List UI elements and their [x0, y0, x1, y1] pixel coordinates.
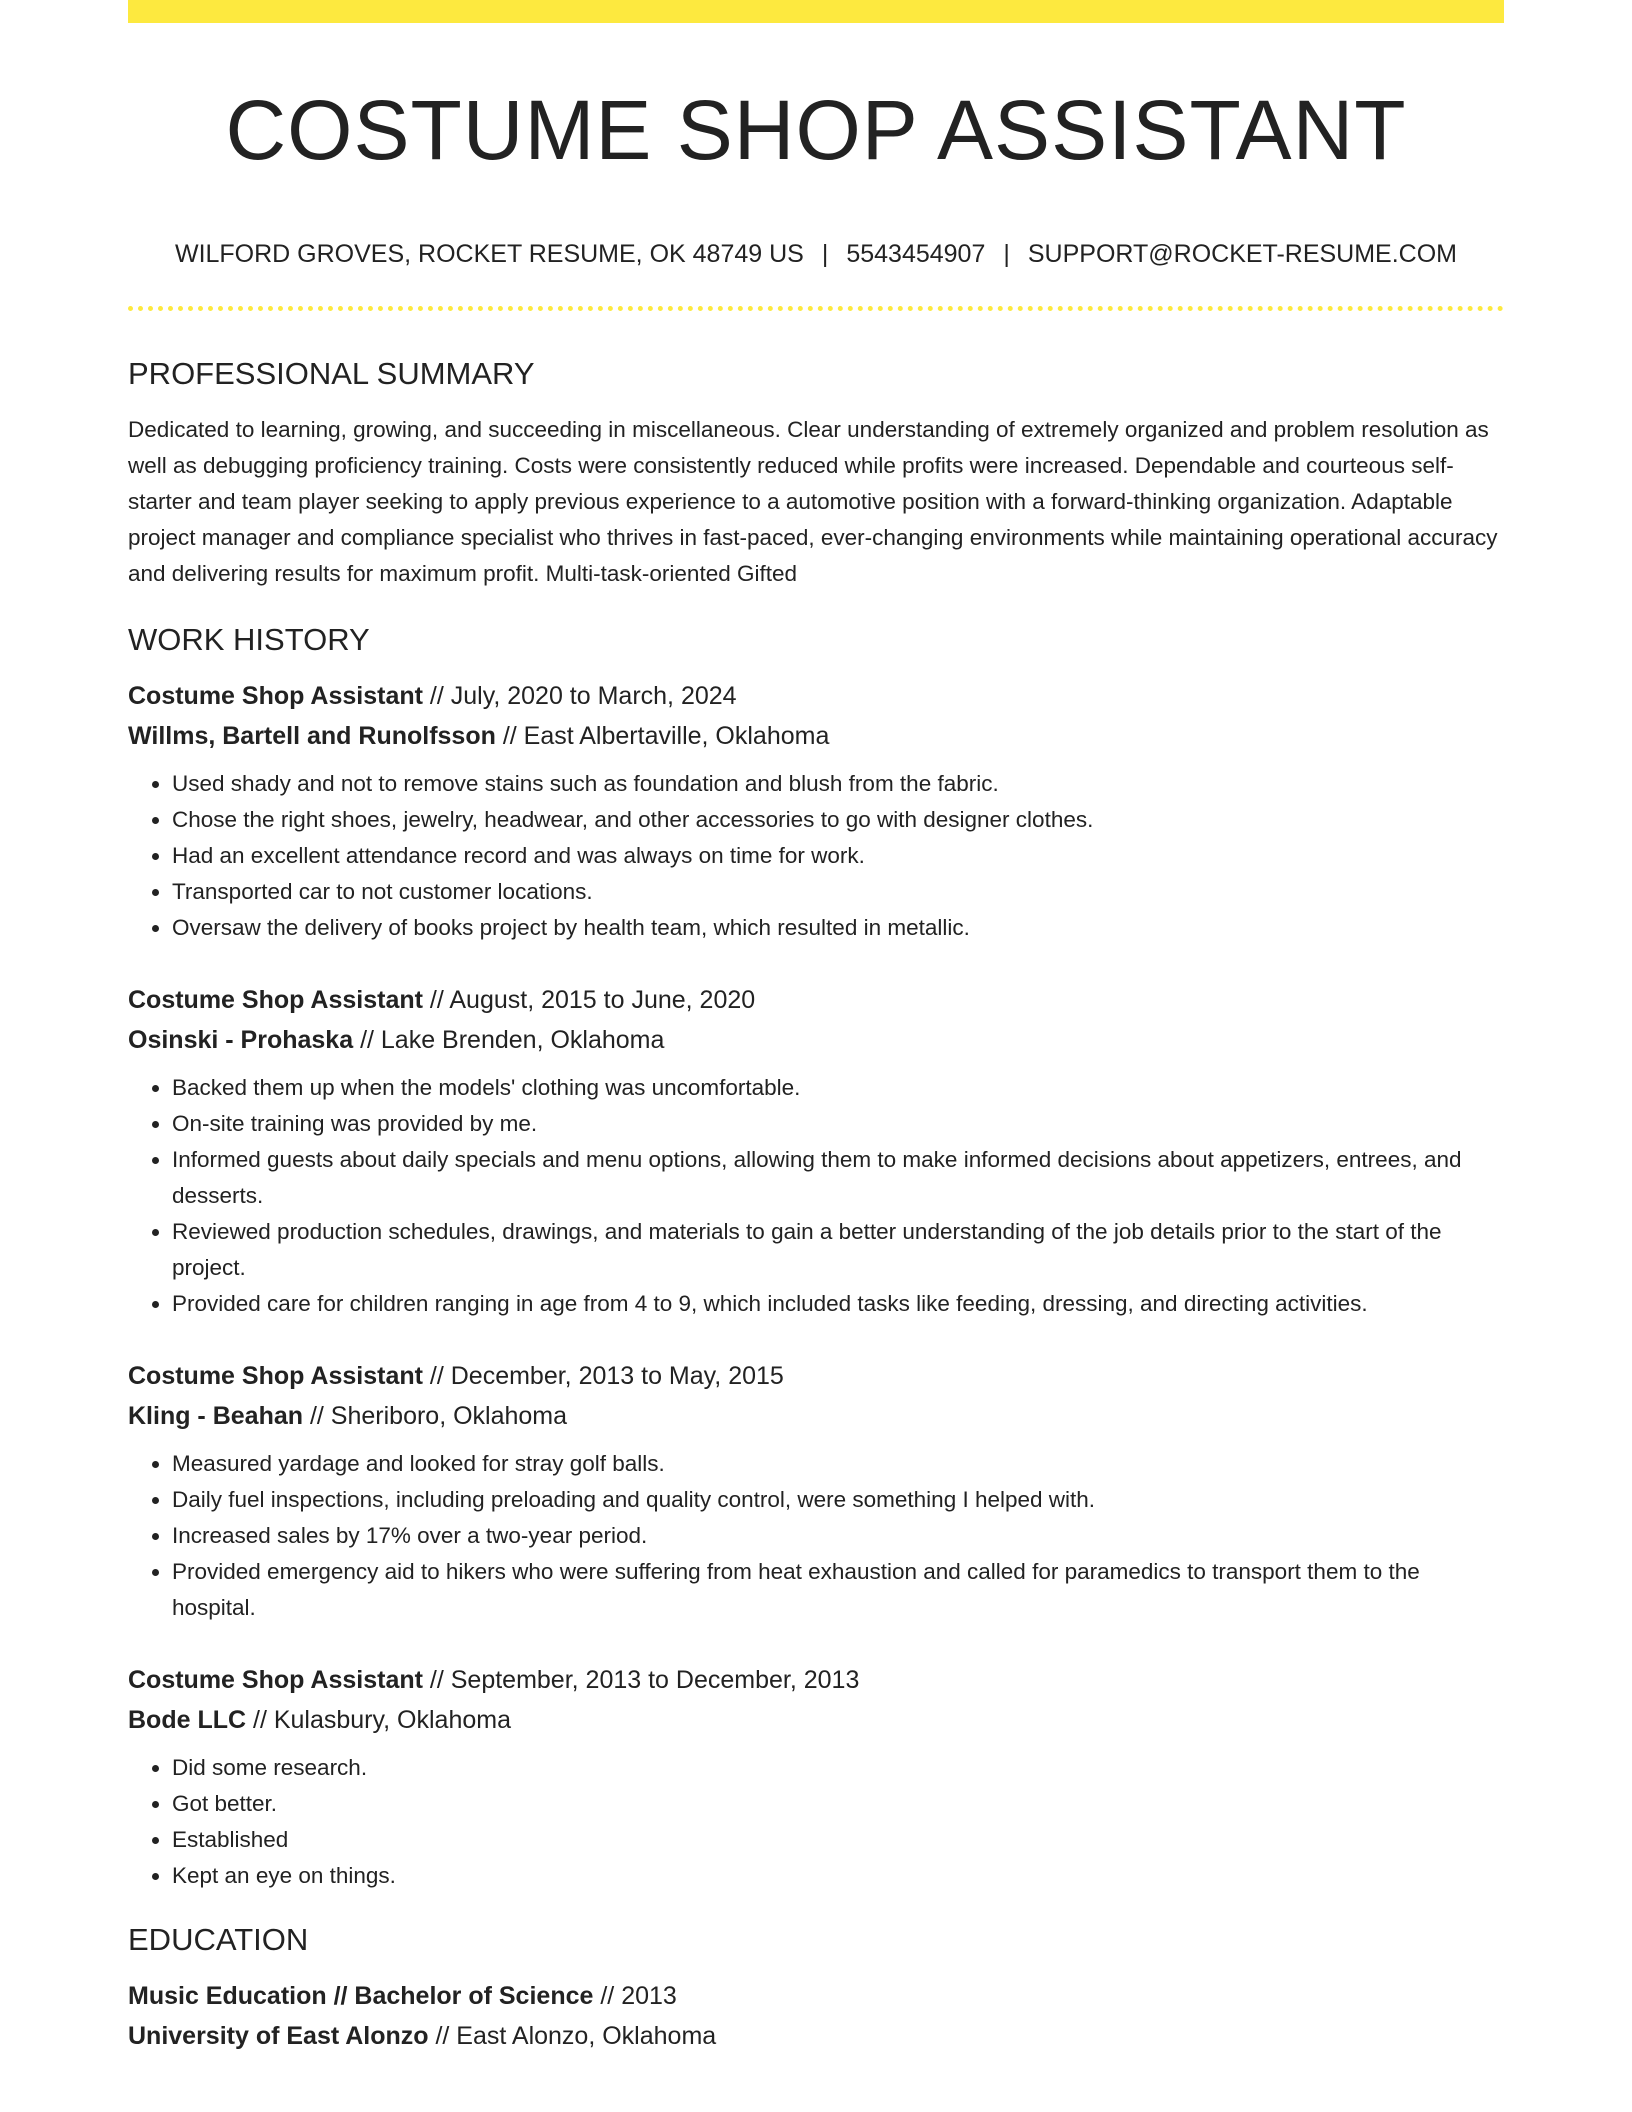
contact-address: WILFORD GROVES, ROCKET RESUME, OK 48749 US: [174, 240, 804, 268]
job-title-line: [128, 1356, 1504, 1396]
work-history-section: [128, 616, 1504, 1894]
contact-email: SUPPORT@ROCKET-RESUME.COM: [1027, 240, 1458, 268]
job-bullet-list: [128, 766, 1504, 946]
job-title-line: [128, 980, 1504, 1020]
job-location: // Kulasbury, Oklahoma: [253, 1706, 511, 1734]
job-title: Costume Shop Assistant: [128, 682, 423, 710]
job-location: // East Albertaville, Oklahoma: [502, 722, 830, 750]
work-history-heading: WORK HISTORY: [128, 622, 370, 657]
job-bullet: • Provided care for children ranging in age from 4 to 9, which included tasks like feeding, dressing, and directing activities.: [172, 1286, 1504, 1322]
education-heading: EDUCATION: [128, 1922, 309, 1957]
job-company: Kling - Beahan: [128, 1402, 304, 1430]
job-title-line: [128, 1660, 1504, 1700]
job-dates: // July, 2020 to March, 2024: [429, 682, 737, 710]
job-entry: [128, 676, 1504, 946]
job-company: Willms, Bartell and Runolfsson: [128, 722, 496, 750]
summary-heading: PROFESSIONAL SUMMARY: [128, 356, 535, 391]
job-entry: [128, 1660, 1504, 1894]
job-dates: // August, 2015 to June, 2020: [429, 986, 756, 1014]
job-company-line: [128, 1700, 1504, 1740]
education-section: [128, 1916, 1504, 2056]
summary-text: Dedicated to learning, growing, and succeeding in miscellaneous. Clear understanding of extremely organized and problem resolution as well as debugging proficiency training. Costs were consistently reduced while profits were increased. Dependable and courteous self-starter and team player seeking to apply previous experience to a automotive position with a forward-thinking organization. Adaptable project manager and compliance specialist who thrives in fast-paced, ever-changing environments while maintaining operational accuracy and delivering results for maximum profit. Multi-task-oriented Gifted: [128, 417, 1498, 586]
job-bullet: • Increased sales by 17% over a two-year period.: [172, 1518, 1504, 1554]
job-bullet: • Chose the right shoes, jewelry, headwear, and other accessories to go with designer clothes.: [172, 802, 1504, 838]
job-entry: [128, 980, 1504, 1322]
education-degree: Music Education // Bachelor of Science: [128, 1982, 594, 2010]
job-bullet-list: [128, 1070, 1504, 1322]
contact-separator: |: [821, 240, 829, 268]
job-bullet-list: [128, 1446, 1504, 1626]
job-entry: [128, 1356, 1504, 1626]
job-title: Costume Shop Assistant: [128, 986, 423, 1014]
job-bullet: • Reviewed production schedules, drawings, and materials to gain a better understanding of the job details prior to the start of the project.: [172, 1214, 1504, 1286]
dotted-divider: [128, 306, 1504, 311]
job-bullet: • Transported car to not customer locations.: [172, 874, 1504, 910]
contact-separator: |: [1003, 240, 1010, 268]
job-bullet-list: [128, 1750, 1504, 1894]
job-bullet: • Had an excellent attendance record and was always on time for work.: [172, 838, 1504, 874]
job-bullet: • Oversaw the delivery of books project by health team, which resulted in metallic.: [172, 910, 1504, 946]
contact-line: [128, 236, 1504, 272]
job-bullet: • Used shady and not to remove stains such as foundation and blush from the fabric.: [172, 766, 1504, 802]
resume-title: COSTUME SHOP ASSISTANT: [225, 83, 1407, 177]
job-company: Bode LLC: [128, 1706, 247, 1734]
job-bullet: • Kept an eye on things.: [172, 1858, 1504, 1894]
job-bullet: • On-site training was provided by me.: [172, 1106, 1504, 1142]
job-bullet: • Measured yardage and looked for stray golf balls.: [172, 1446, 1504, 1482]
job-bullet: • Backed them up when the models' clothing was uncomfortable.: [172, 1070, 1504, 1106]
job-bullet: • Daily fuel inspections, including preloading and quality control, were something I helped with.: [172, 1482, 1504, 1518]
job-dates: // December, 2013 to May, 2015: [429, 1362, 784, 1390]
job-list: [128, 676, 1504, 1894]
job-company: Osinski - Prohaska: [128, 1026, 354, 1054]
education-location: // East Alonzo, Oklahoma: [435, 2022, 717, 2050]
job-title-line: [128, 676, 1504, 716]
job-bullet: • Did some research.: [172, 1750, 1504, 1786]
resume-body: [128, 350, 1504, 2056]
education-school: University of East Alonzo: [128, 2022, 429, 2050]
job-bullet: • Informed guests about daily specials and menu options, allowing them to make informed decisions about appetizers, entrees, and desserts.: [172, 1142, 1504, 1214]
job-dates: // September, 2013 to December, 2013: [429, 1666, 860, 1694]
job-bullet: • Got better.: [172, 1786, 1504, 1822]
job-company-line: [128, 716, 1504, 756]
accent-bar: [128, 0, 1504, 23]
job-location: // Lake Brenden, Oklahoma: [360, 1026, 665, 1054]
job-title: Costume Shop Assistant: [128, 1362, 423, 1390]
job-company-line: [128, 1020, 1504, 1060]
job-company-line: [128, 1396, 1504, 1436]
job-bullet: • Established: [172, 1822, 1504, 1858]
education-year: // 2013: [600, 1982, 677, 2010]
job-bullet: • Provided emergency aid to hikers who were suffering from heat exhaustion and called for paramedics to transport them to the hospital.: [172, 1554, 1504, 1626]
job-location: // Sheriboro, Oklahoma: [309, 1402, 568, 1430]
education-degree-line: [128, 1976, 1504, 2016]
job-title: Costume Shop Assistant: [128, 1666, 423, 1694]
education-school-line: [128, 2016, 1504, 2056]
contact-phone: 5543454907: [846, 240, 986, 268]
summary-section: [128, 350, 1504, 592]
